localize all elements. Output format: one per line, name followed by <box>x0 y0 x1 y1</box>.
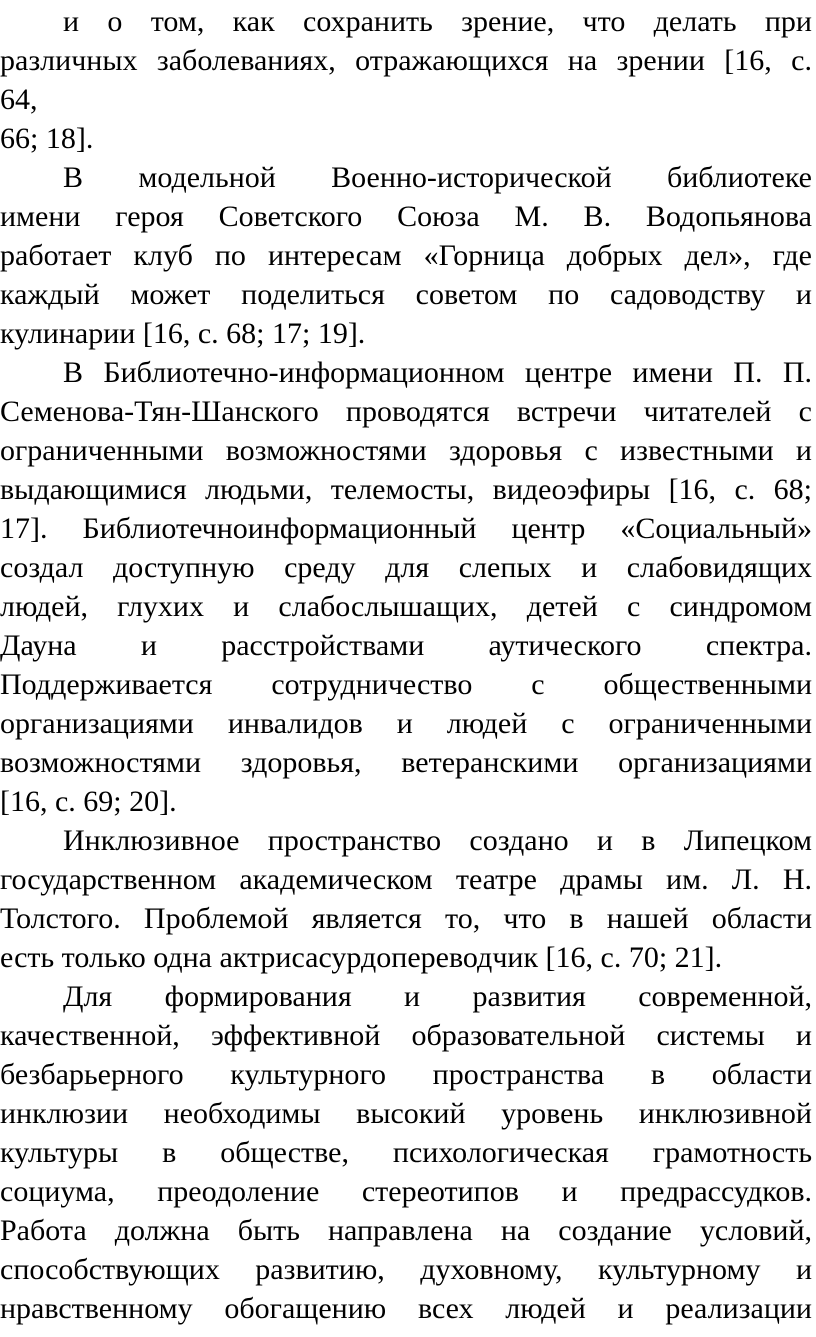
text-line: 17]. Библиотечноинформационный центр «Социальный» <box>0 512 812 545</box>
text-line: 64, <box>0 83 38 116</box>
text-line: каждый может поделиться советом по садоводству и <box>0 278 812 311</box>
paragraph-inclusion <box>0 977 812 1328</box>
text-line: способствующих развитию, духовному, культурному и <box>0 1253 812 1286</box>
text-line: имени героя Советского Союза М. В. Водопьянова <box>0 200 812 233</box>
text-line: Поддерживается сотрудничество с общественными <box>0 668 812 701</box>
text-line: ограниченными возможностями здоровья с известными и <box>0 434 812 467</box>
text-line: организациями инвалидов и людей с ограниченными <box>0 707 812 740</box>
text-line: инклюзии необходимы высокий уровень инклюзивной <box>0 1097 812 1130</box>
text-line: Работа должна быть направлена на создание условий, <box>0 1214 812 1247</box>
text-line: государственном академическом театре драмы им. Л. Н. <box>0 863 812 896</box>
text-line: есть только одна актрисасурдопереводчик [16, с. 70; 21]. <box>0 941 723 974</box>
text-line: Семенова-Тян-Шанского проводятся встречи читателей с <box>0 395 812 428</box>
text-line: Толстого. Проблемой является то, что в нашей области <box>0 902 812 935</box>
text-line: и о том, как сохранить зрение, что делать при <box>63 5 812 38</box>
text-line: культуры в обществе, психологическая грамотность <box>0 1136 812 1169</box>
text-line: кулинарии [16, с. 68; 17; 19]. <box>0 317 366 350</box>
paragraph-vision <box>0 2 812 158</box>
text-line: создал доступную среду для слепых и слабовидящих <box>0 551 812 584</box>
text-line: [16, с. 69; 20]. <box>0 785 177 818</box>
text-line: людей, глухих и слабослышащих, детей с синдромом <box>0 590 812 623</box>
text-line: нравственному обогащению всех людей и реализации <box>0 1292 812 1325</box>
paragraph-military-library <box>0 158 812 353</box>
text-line: В Библиотечно-информационном центре имени П. П. <box>63 356 812 389</box>
text-line: 66; 18]. <box>0 122 94 155</box>
text-line: возможностями здоровья, ветеранскими организациями <box>0 746 812 779</box>
text-line: Инклюзивное пространство создано и в Липецком <box>63 824 812 857</box>
text-line: различных заболеваниях, отражающихся на зрении [16, с. <box>0 44 812 77</box>
text-line: работает клуб по интересам «Горница добрых дел», где <box>0 239 812 272</box>
text-line: Дауна и расстройствами аутического спектра. <box>0 629 812 662</box>
text-line: Для формирования и развития современной, <box>63 980 812 1013</box>
text-line: социума, преодоление стереотипов и предрассудков. <box>0 1175 812 1208</box>
paragraph-theatre <box>0 821 812 977</box>
paragraph-info-center <box>0 353 812 821</box>
text-line: качественной, эффективной образовательной системы и <box>0 1019 812 1052</box>
text-line: В модельной Военно-исторической библиотеке <box>63 161 812 194</box>
text-line: выдающимися людьми, телемосты, видеоэфиры [16, с. 68; <box>0 473 812 506</box>
text-line: безбарьерного культурного пространства в области <box>0 1058 812 1091</box>
